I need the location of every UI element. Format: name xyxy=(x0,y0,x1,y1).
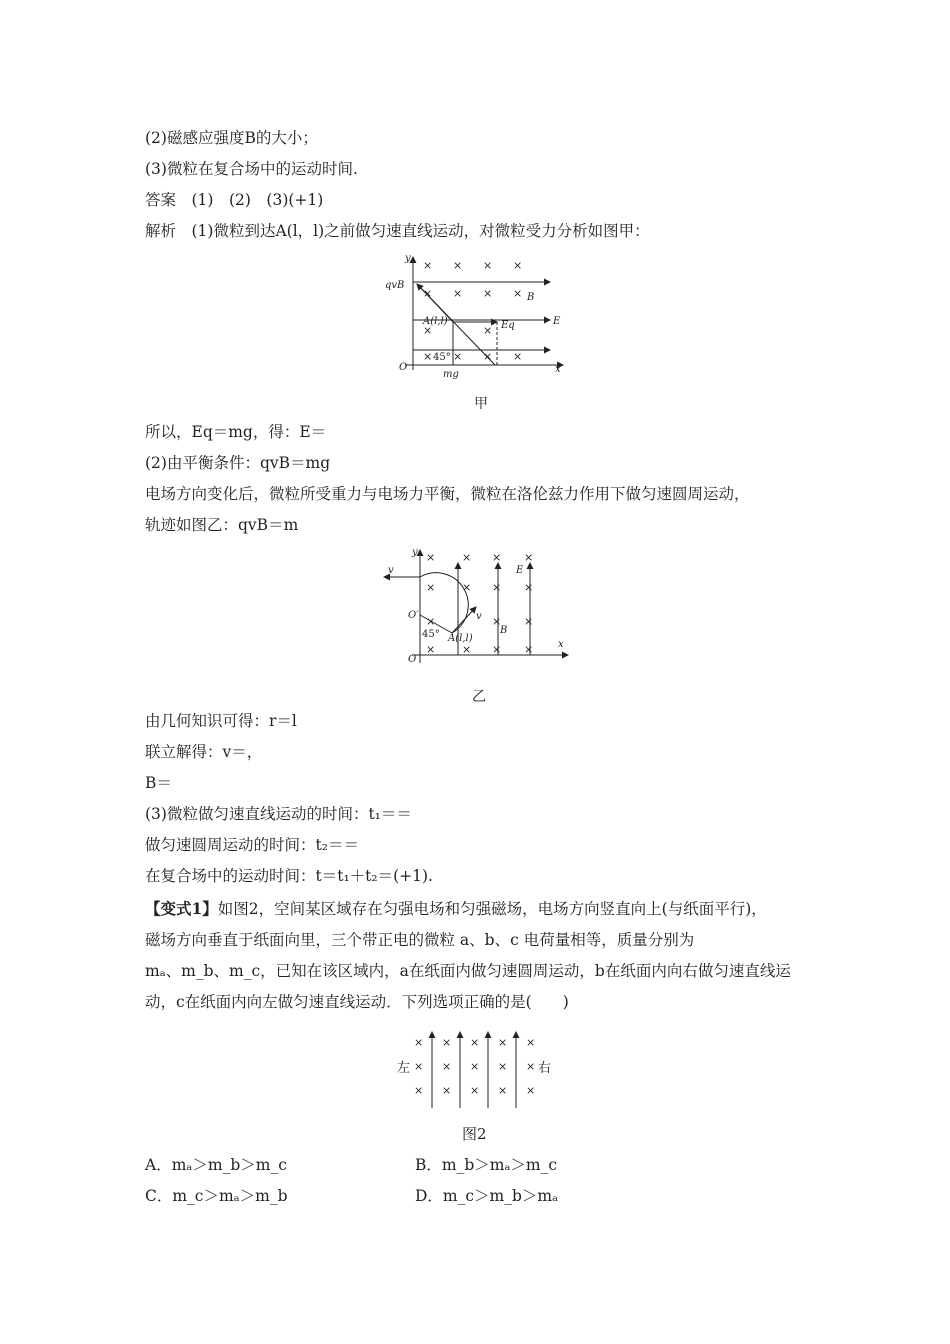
yi-y-label: y xyxy=(412,547,418,558)
t1-line: (3)微粒做匀速直线运动的时间：t₁＝＝ xyxy=(145,805,412,823)
figure-jia-caption: 甲 xyxy=(474,396,488,412)
svg-text:×: × xyxy=(470,1060,480,1073)
figure-yi xyxy=(380,545,580,670)
svg-text:×: × xyxy=(492,581,502,594)
svg-text:×: × xyxy=(470,1036,480,1049)
svg-text:×: × xyxy=(513,287,523,300)
svg-text:×: × xyxy=(526,1060,536,1073)
svg-text:×: × xyxy=(462,643,472,656)
svg-text:×: × xyxy=(513,350,523,363)
figure-2-left-label: 左 xyxy=(397,1061,411,1076)
yi-oprime-label: O′ xyxy=(408,610,419,621)
option-D[interactable]: D．m_c＞m_b＞mₐ xyxy=(415,1187,559,1205)
svg-text:×: × xyxy=(426,581,436,594)
jia-x-label: x xyxy=(555,364,561,375)
svg-text:×: × xyxy=(470,1084,480,1097)
svg-text:×: × xyxy=(524,551,534,564)
total-time-line: 在复合场中的运动时间：t＝t₁＋t₂＝(+1). xyxy=(145,867,433,885)
variant-line-3: mₐ、m_b、m_c，已知在该区域内，a在纸面内做匀速圆周运动，b在纸面内向右做匀速直线运 xyxy=(145,962,791,980)
svg-text:×: × xyxy=(526,1036,536,1049)
svg-text:×: × xyxy=(524,615,534,628)
geometry-line: 由几何知识可得：r＝l xyxy=(145,712,297,730)
svg-text:×: × xyxy=(483,324,493,337)
yi-A-label: A(l,l) xyxy=(448,633,473,644)
svg-text:×: × xyxy=(453,287,463,300)
jia-angle-label: 45° xyxy=(433,352,451,363)
svg-text:×: × xyxy=(483,287,493,300)
so-line: 所以，Eq＝mg，得：E＝ xyxy=(145,423,327,441)
variant-line-2: 磁场方向垂直于纸面向里，三个带正电的微粒 a、b、c 电荷量相等，质量分别为 xyxy=(145,931,695,949)
option-B[interactable]: B．m_b＞mₐ＞m_c xyxy=(415,1156,558,1174)
svg-text:×: × xyxy=(483,350,493,363)
yi-origin-label: O xyxy=(408,654,417,665)
jia-y-label: y xyxy=(405,253,411,264)
svg-text:×: × xyxy=(442,1036,452,1049)
jia-B-label: B xyxy=(527,292,535,303)
solve-line: 联立解得：v＝， xyxy=(145,743,263,761)
question-3: (3)微粒在复合场中的运动时间. xyxy=(145,160,358,178)
svg-text:×: × xyxy=(442,1060,452,1073)
option-C[interactable]: C．m_c＞mₐ＞m_b xyxy=(145,1187,288,1205)
B-line: B＝ xyxy=(145,774,172,792)
svg-text:×: × xyxy=(423,350,433,363)
after-line-1: 电场方向变化后，微粒所受重力与电场力平衡，微粒在洛伦兹力作用下做匀速圆周运动， xyxy=(145,485,750,503)
svg-text:×: × xyxy=(498,1084,508,1097)
svg-text:×: × xyxy=(423,259,433,272)
figure-2 xyxy=(395,1030,560,1110)
after-line-2: 轨迹如图乙：qvB＝m xyxy=(145,516,299,534)
svg-text:×: × xyxy=(492,643,502,656)
analysis-line: 解析 (1)微粒到达A(l，l)之前做匀速直线运动，对微粒受力分析如图甲： xyxy=(145,222,650,240)
svg-text:×: × xyxy=(524,581,534,594)
svg-text:×: × xyxy=(492,551,502,564)
svg-text:×: × xyxy=(442,1084,452,1097)
svg-text:×: × xyxy=(483,259,493,272)
jia-Eq-label: Eq xyxy=(501,320,515,331)
yi-B-label: B xyxy=(500,625,508,636)
yi-v-left-label: v xyxy=(388,565,394,576)
variant-tag: 【变式1】 xyxy=(145,899,218,918)
variant-line-4: 动，c在纸面内向左做匀速直线运动．下列选项正确的是( ) xyxy=(145,993,569,1011)
answer-line: 答案 (1) (2) (3)(+1) xyxy=(145,191,324,209)
svg-text:×: × xyxy=(426,551,436,564)
svg-text:×: × xyxy=(498,1036,508,1049)
svg-text:×: × xyxy=(492,615,502,628)
jia-A-label: A(l,l) xyxy=(423,316,448,327)
jia-mg-label: mg xyxy=(443,369,459,380)
variant-text-1: 如图2，空间某区域存在匀强电场和匀强磁场，电场方向竖直向上(与纸面平行)， xyxy=(217,900,767,918)
svg-text:×: × xyxy=(498,1060,508,1073)
svg-text:×: × xyxy=(526,1084,536,1097)
yi-E-label: E xyxy=(516,565,524,576)
svg-text:×: × xyxy=(453,259,463,272)
figure-jia xyxy=(385,252,575,382)
svg-text:×: × xyxy=(524,643,534,656)
svg-text:×: × xyxy=(414,1060,424,1073)
t2-line: 做匀速圆周运动的时间：t₂＝＝ xyxy=(145,836,359,854)
svg-text:×: × xyxy=(423,324,433,337)
yi-v-right-label: v xyxy=(476,611,482,622)
yi-angle-label: 45° xyxy=(422,629,440,640)
svg-text:×: × xyxy=(414,1084,424,1097)
figure-2-caption: 图2 xyxy=(462,1125,487,1143)
svg-text:×: × xyxy=(423,287,433,300)
jia-origin-label: O xyxy=(399,362,408,373)
svg-text:×: × xyxy=(453,350,463,363)
svg-text:×: × xyxy=(462,581,472,594)
jia-E-label: E xyxy=(553,316,561,327)
svg-text:×: × xyxy=(414,1036,424,1049)
svg-text:×: × xyxy=(462,551,472,564)
balance-line: (2)由平衡条件：qvB＝mg xyxy=(145,454,331,472)
variant-line-1 xyxy=(145,899,767,919)
figure-2-right-label: 右 xyxy=(538,1061,552,1076)
question-2: (2)磁感应强度B的大小； xyxy=(145,129,318,147)
svg-text:×: × xyxy=(513,259,523,272)
figure-yi-caption: 乙 xyxy=(472,689,486,705)
option-A[interactable]: A．mₐ＞m_b＞m_c xyxy=(145,1156,287,1174)
svg-text:×: × xyxy=(426,615,436,628)
yi-x-label: x xyxy=(558,639,564,650)
svg-text:×: × xyxy=(426,643,436,656)
jia-qvB-label: qvB xyxy=(385,280,405,291)
